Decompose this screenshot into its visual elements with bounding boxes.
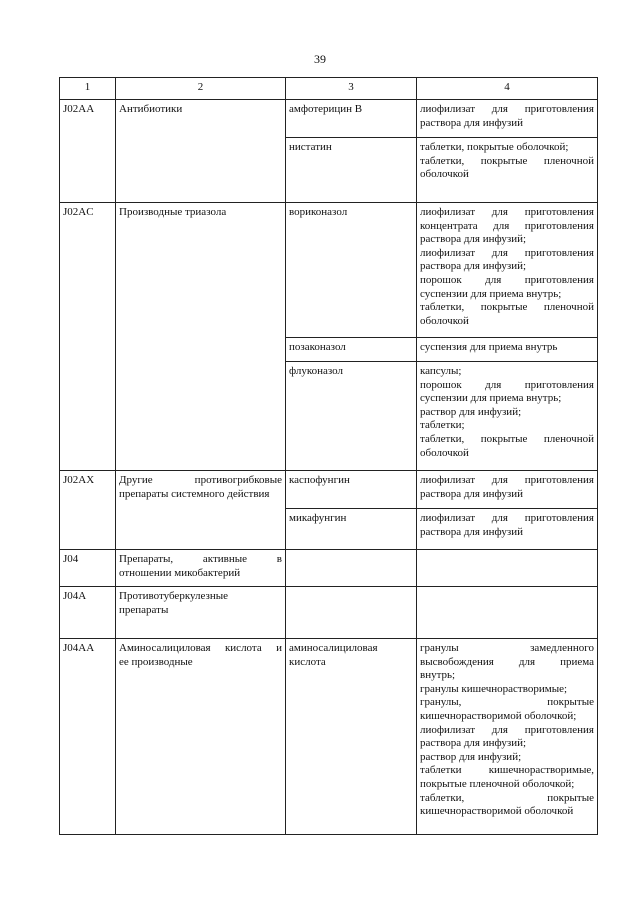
column-header-3: 3 (286, 78, 417, 100)
form-line: гранулы, покрытые (420, 696, 594, 709)
form-line: суспензии для приема внутрь; (420, 287, 562, 300)
form-line: оболочкой (420, 168, 469, 181)
drug-name-cell: каспофунгин (286, 471, 417, 509)
group-line: ее производные (119, 655, 193, 668)
drug-name-cell (286, 550, 417, 587)
group-line: Препараты, активные в (119, 553, 282, 565)
drug-classification-table (59, 77, 598, 835)
drug-name-cell (286, 587, 417, 639)
dosage-forms-cell (417, 509, 598, 550)
atc-code-cell: J02AX (60, 471, 116, 550)
form-line: кишечнорастворимой оболочкой (420, 805, 574, 818)
form-line: раствора для инфузий (420, 525, 523, 538)
form-line: лиофилизат для приготовления (420, 474, 594, 486)
group-name-cell: Производные триазола (116, 203, 286, 471)
drug-name-cell: амфотерицин B (286, 100, 417, 138)
table-row (60, 100, 598, 138)
drug-line: кислота (289, 655, 326, 668)
form-line: раствора для инфузий; (420, 260, 527, 273)
dosage-forms-cell (417, 203, 598, 338)
atc-code-cell: J04A (60, 587, 116, 639)
group-line: Противотуберкулезные (119, 590, 229, 602)
dosage-forms-cell (417, 471, 598, 509)
form-line: порошок для приготовления (420, 273, 594, 286)
form-line: лиофилизат для приготовления (420, 103, 594, 115)
dosage-forms-cell (417, 639, 598, 835)
form-line: лиофилизат для приготовления (420, 206, 594, 218)
atc-code-cell: J04AA (60, 639, 116, 835)
dosage-forms-cell (417, 550, 598, 587)
drug-name-cell: вориконазол (286, 203, 417, 338)
atc-code-cell: J02AA (60, 100, 116, 203)
form-line: лиофилизат для приготовления (420, 723, 594, 736)
form-line: раствора для инфузий (420, 487, 523, 500)
form-line: таблетки кишечнорастворимые, (420, 764, 594, 777)
dosage-forms-cell (417, 362, 598, 471)
group-name-cell (116, 639, 286, 835)
form-line: лиофилизат для приготовления (420, 512, 594, 524)
drug-name-cell: нистатин (286, 138, 417, 203)
atc-code-cell: J04 (60, 550, 116, 587)
form-line: гранулы кишечнорастворимые; (420, 682, 568, 695)
table-row (60, 550, 598, 587)
atc-code-cell: J02AC (60, 203, 116, 471)
group-name-cell (116, 471, 286, 550)
form-line: таблетки, покрытые пленочной (420, 432, 594, 445)
page-number: 39 (314, 52, 326, 66)
form-line: оболочкой (420, 314, 469, 327)
form-line: покрытые пленочной оболочкой; (420, 777, 575, 790)
table-row (60, 471, 598, 509)
group-name-cell: Антибиотики (116, 100, 286, 203)
column-header-4: 4 (417, 78, 598, 100)
group-name-cell (116, 587, 286, 639)
dosage-forms-cell (417, 100, 598, 138)
form-line: лиофилизат для приготовления (420, 246, 594, 259)
drug-name-cell: флуконазол (286, 362, 417, 471)
dosage-forms-cell (417, 138, 598, 203)
form-line: оболочкой (420, 446, 469, 459)
column-header-1: 1 (60, 78, 116, 100)
group-line: Аминосалициловая кислота и (119, 642, 282, 654)
form-line: раствора для инфузий; (420, 233, 527, 246)
drug-line: аминосалициловая (289, 642, 378, 654)
group-line: отношении микобактерий (119, 566, 241, 579)
column-header-2: 2 (116, 78, 286, 100)
form-line: внутрь; (420, 669, 456, 682)
form-line: раствор для инфузий; (420, 750, 522, 763)
table-header-row (60, 78, 598, 100)
group-line: препараты (119, 603, 169, 616)
form-line: капсулы; (420, 365, 462, 377)
form-line: таблетки, покрытые пленочной (420, 154, 594, 167)
form-line: концентрата для приготовления (420, 219, 594, 232)
form-line: порошок для приготовления (420, 378, 594, 391)
form-line: таблетки, покрытые оболочкой; (420, 141, 569, 153)
form-line: раствора для инфузий; (420, 737, 527, 750)
table-row (60, 587, 598, 639)
dosage-forms-cell (417, 587, 598, 639)
form-line: таблетки, покрытые пленочной (420, 301, 594, 314)
form-line: раствора для инфузий (420, 116, 523, 129)
form-line: гранулы замедленного (420, 642, 594, 654)
dosage-forms-cell: суспензия для приема внутрь (417, 338, 598, 362)
table-row (60, 203, 598, 338)
form-line: суспензии для приема внутрь; (420, 392, 562, 405)
form-line: высвобождения для приема (420, 655, 594, 668)
drug-name-cell: позаконазол (286, 338, 417, 362)
group-line: препараты системного действия (119, 487, 270, 500)
group-line: Другие противогрибковые (119, 474, 282, 486)
form-line: кишечнорастворимой оболочкой; (420, 709, 577, 722)
form-line: таблетки; (420, 419, 465, 432)
form-line: таблетки, покрытые (420, 791, 594, 804)
form-line: раствор для инфузий; (420, 405, 522, 418)
drug-name-cell (286, 639, 417, 835)
group-name-cell (116, 550, 286, 587)
table-row (60, 639, 598, 835)
drug-name-cell: микафунгин (286, 509, 417, 550)
